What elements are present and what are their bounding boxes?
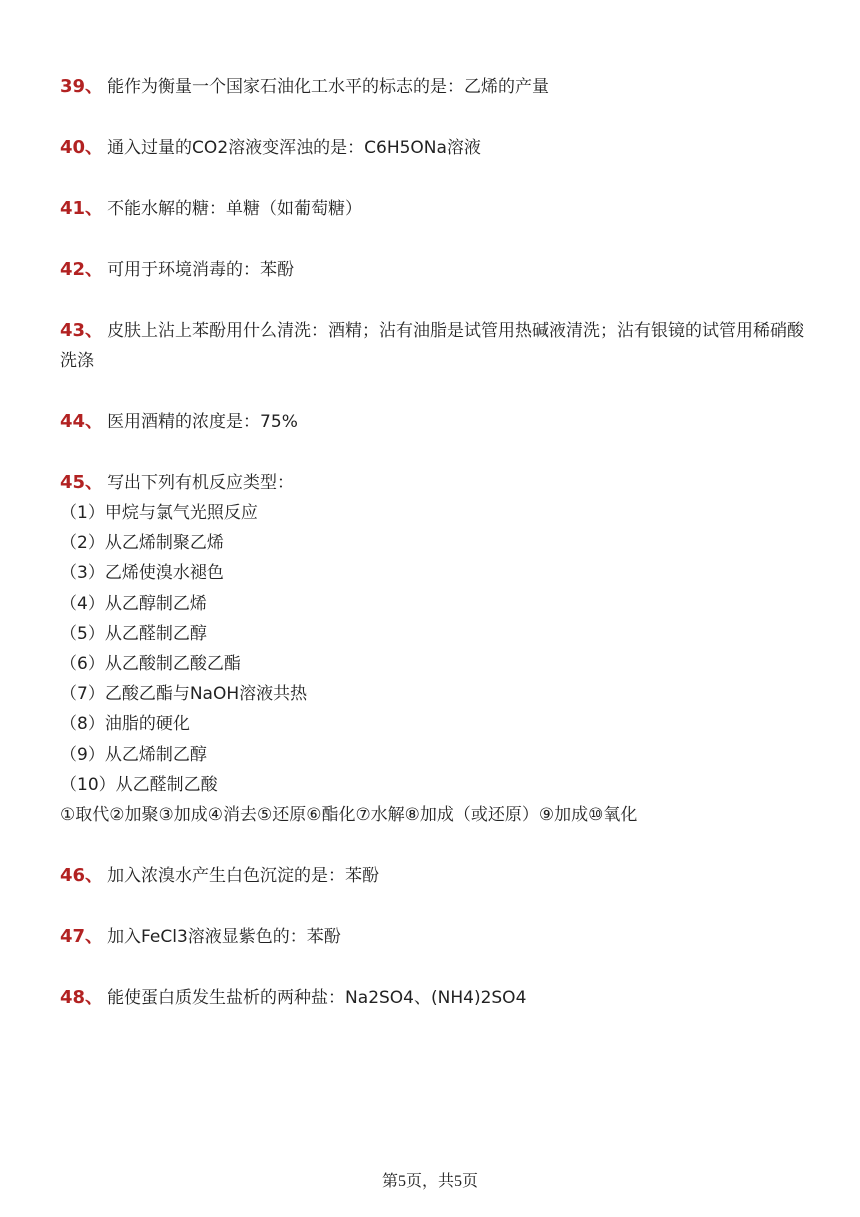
question-number: 43、 — [60, 320, 104, 341]
list-item: （1）甲烷与氯气光照反应 — [60, 503, 258, 523]
question-number: 44、 — [60, 411, 104, 432]
question-text: 能作为衡量一个国家石油化工水平的标志的是：乙烯的产量 — [107, 77, 550, 97]
question-text: 可用于环境消毒的：苯酚 — [107, 260, 295, 280]
question-text: 不能水解的糖：单糖（如葡萄糖） — [107, 199, 363, 219]
list-item: （2）从乙烯制聚乙烯 — [60, 533, 224, 554]
question-41 — [60, 194, 820, 224]
question-40 — [60, 133, 820, 163]
question-47 — [60, 922, 820, 952]
question-text: 医用酒精的浓度是：75% — [107, 412, 298, 432]
question-46 — [60, 861, 820, 891]
list-item: （9）从乙烯制乙醇 — [60, 744, 207, 765]
question-text: 通入过量的CO2溶液变浑浊的是：C6H5ONa溶液 — [107, 138, 481, 158]
question-number: 48、 — [60, 987, 104, 1009]
question-number: 47、 — [60, 926, 104, 948]
page-footer: 第5页，共5页 — [381, 1173, 478, 1190]
list-item: （10）从乙醛制乙酸 — [60, 774, 218, 795]
question-number: 45、 — [60, 472, 104, 493]
question-number: 39、 — [60, 76, 104, 97]
question-text: 加入FeCl3溶液显紫色的：苯酚 — [107, 927, 341, 948]
question-48 — [60, 983, 820, 1013]
list-item: （6）从乙酸制乙酸乙酯 — [60, 654, 241, 675]
question-45 — [60, 468, 820, 830]
question-42 — [60, 255, 820, 285]
question-44 — [60, 407, 820, 437]
list-item: （3）乙烯使溴水褪色 — [60, 563, 224, 584]
reaction-list — [60, 498, 820, 830]
reaction-answer: ①取代②加聚③加成④消去⑤还原⑥酯化⑦水解⑧加成（或还原）⑨加成⑩氧化 — [60, 805, 638, 826]
question-text: 能使蛋白质发生盐析的两种盐：Na2SO4、(NH4)2SO4 — [107, 988, 527, 1009]
question-text: 写出下列有机反应类型： — [107, 473, 295, 493]
question-text: 加入浓溴水产生白色沉淀的是：苯酚 — [107, 866, 380, 887]
question-39 — [60, 72, 820, 102]
list-item: （7）乙酸乙酯与NaOH溶液共热 — [60, 684, 308, 705]
question-43 — [60, 316, 820, 376]
list-item: （5）从乙醛制乙醇 — [60, 623, 207, 644]
document-body — [60, 72, 820, 1044]
list-item: （4）从乙醇制乙烯 — [60, 593, 207, 614]
question-number: 46、 — [60, 865, 104, 887]
question-number: 41、 — [60, 198, 104, 219]
list-item: （8）油脂的硬化 — [60, 714, 190, 735]
question-number: 40、 — [60, 137, 104, 158]
question-text: 皮肤上沾上苯酚用什么清洗：酒精；沾有油脂是试管用热碱液清洗；沾有银镜的试管用稀硝酸洗涤 — [60, 321, 805, 371]
question-number: 42、 — [60, 259, 104, 280]
